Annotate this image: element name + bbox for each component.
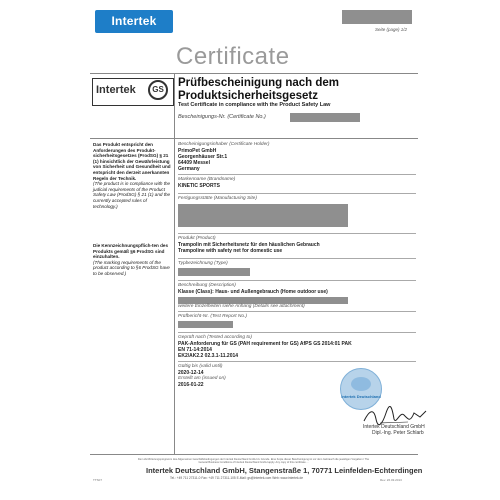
holder-divider [178,174,416,175]
factory-divider [178,233,416,234]
tested-divider [178,361,416,362]
header-divider [90,138,418,139]
description-value: Klasse (Class): Haus- und Außengebrauch (Home outdoor use) [178,289,328,295]
top-divider [90,73,418,74]
english-intro-text: (The product is in compliance with the judicial requirements of the Product Safety Law (ProdSG) § 21 (1) and the currently accepted rules of technology.) [93,181,171,209]
product-line-1: Trampolin mit Sicherheitsnetz für den häuslichen Gebrauch [178,242,320,248]
report-divider [178,332,416,333]
intertek-seal-icon [340,368,382,410]
page-label: Seite (page) 1/2 [375,27,408,32]
german-marking-text: Die Kennzeichnungspflich-ten des Produkts gemäß §6 ProdSG sind einzuhalten. [93,243,169,260]
seal-emblem-icon [351,377,371,391]
tested-line-2: EN 71-14:2014 [178,347,212,353]
footer-form-id: TTS07 [93,478,103,482]
tested-line-1: PAK-Anforderung für GS (PAH requirement for GS) AfPS GS 2014:01 PAK [178,341,352,347]
certificate-title-line1: Prüfbescheinigung nach dem [178,77,340,89]
left-column-intro [93,142,171,209]
redacted-type [178,268,250,276]
signature-person: Dipl.-Ing. Peter Schlarb [372,430,424,436]
product-label: Produkt (Product) [178,236,216,241]
brand-divider [178,193,416,194]
certificate-title-line2: Produktsicherheitsgesetz [178,89,318,102]
signature-company: Intertek Deutschland GmbH [363,424,425,430]
holder-value [178,148,227,172]
certificate-subtitle: Test Certificate in compliance with the Product Safety Law [178,102,331,108]
description-label: Beschreibung (Description) [178,283,236,288]
redacted-report-number [178,321,233,328]
redacted-reference-top [342,10,412,24]
issued-value: 2016-01-22 [178,382,204,388]
certificate-number-label: Bescheinigungs-Nr. (Certificate No.) [178,114,266,120]
type-divider [178,280,416,281]
redacted-description [178,297,348,304]
product-line-2: Trampoline with safety net for domestic use [178,248,283,254]
footer-company-address: Intertek Deutschland GmbH, Stangenstraße 1, 70771 Leinfelden-Echterdingen [146,466,423,475]
type-label: Typbezeichnung (Type) [178,261,228,266]
left-column-marking [93,243,171,277]
gs-mark-name: Intertek [96,84,136,96]
redacted-certificate-number [290,113,360,122]
holder-label: Bescheinigungsinhaber (Certificate Holder) [178,142,270,147]
holder-line-1: PrimoPet GmbH [178,148,217,154]
report-label: Prüfbericht-Nr. (Test Report No.) [178,314,247,319]
holder-line-4: Germany [178,166,200,172]
tested-line-3: EK2/AK2.2 02.3.1-11.2014 [178,353,239,359]
holder-line-3: 64409 Messel [178,160,210,166]
product-divider [178,258,416,259]
product-value [178,242,320,254]
factory-label: Fertigungsstätte (Manufacturing Site) [178,196,257,201]
footer-legal-note: Dem Zertifizierungsprogramm des Allgemeinen Geschäftsbedingungen der Intertek Deutschland GmbH zu Grunde. Eine Kopie dieser Bescheinigung ist vor dem Gebrauch die jeweiligen Vorgaben / The General Business Conditions of Intertek Deutschland GmbH apply. Any copy of this certificate ... [137,458,370,465]
intertek-logo: Intertek [95,10,173,33]
redacted-factory-site [178,204,348,227]
tested-label: Geprüft nach (Tested according to) [178,335,252,340]
appendix-note: weitere Einzelheiten siehe Anhang (Details see attachment) [178,304,305,309]
gs-badge-icon: GS [148,80,168,100]
valid-label: Gültig bis (valid until) [178,364,223,369]
valid-value: 2020-12-14 [178,370,204,376]
english-marking-text: (The marking requirements of the product according to §6 ProdSG have to be observed.) [93,259,170,276]
footer-revision: Rev. 26.03.2013 [380,478,402,482]
footer-contact-line: Tel.: +49 711 27311-0 Fax: +49 711 27311-105 E-Mail: gs@intertek.com Web: www.intertek.de [170,476,303,480]
certificate-title [178,77,418,102]
brand-label: Markenname (Brandname) [178,177,236,182]
bottom-divider [90,454,418,455]
tested-value [178,341,352,359]
issued-label: Erstellt am (issued on) [178,376,226,381]
certificate-heading: Certificate [176,43,290,70]
german-intro-text: Das Produkt entspricht den Anforderungen des Produkt-sicherheitsgesetzes (ProdSG) § 21 (1) hinsichtlich der Gewährleistung von Sicherheit und Gesundheit und entspricht den derzeit anerkannten Regeln der Technik. [93,142,171,181]
description-divider [178,311,416,312]
holder-line-2: Georgenhäuser Str.1 [178,154,228,160]
brand-value: KINETIC SPORTS [178,183,220,189]
column-divider [174,73,175,454]
seal-text: Intertek Deutschland [341,394,381,399]
